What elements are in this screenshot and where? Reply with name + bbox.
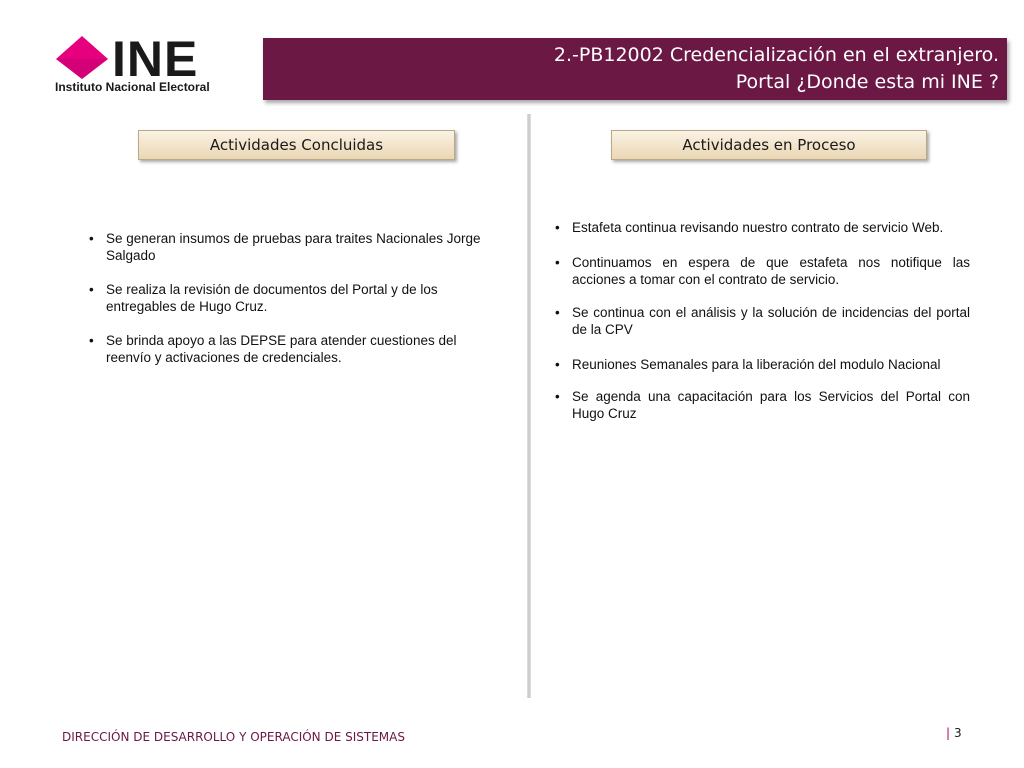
ine-logo — [52, 33, 242, 95]
list-item: • Se generan insumos de pruebas para traites Nacionales Jorge Salgado — [86, 230, 504, 264]
page-number: | 3 — [946, 726, 962, 740]
in-progress-activities-label: Actividades en Proceso — [611, 130, 927, 160]
page-number-value: 3 — [954, 726, 962, 740]
slide-title-banner — [263, 38, 1007, 100]
list-item: • Reuniones Semanales para la liberación del modulo Nacional — [552, 356, 970, 373]
in-progress-activities-list — [552, 219, 970, 422]
list-item: • Se continua con el análisis y la solución de incidencias del portal de la CPV — [552, 304, 970, 338]
list-item: • Se brinda apoyo a las DEPSE para atender cuestiones del reenvío y activaciones de credenciales. — [86, 332, 504, 366]
list-item: • Continuamos en espera de que estafeta nos notifique las acciones a tomar con el contrato de servicio. — [552, 254, 970, 288]
list-item: • Se realiza la revisión de documentos del Portal y de los entregables de Hugo Cruz. — [86, 281, 504, 315]
logo-subtitle: Instituto Nacional Electoral — [55, 80, 210, 94]
list-item: • Se agenda una capacitación para los Servicios del Portal con Hugo Cruz — [552, 388, 970, 422]
column-divider — [527, 114, 531, 698]
list-item: • Estafeta continua revisando nuestro contrato de servicio Web. — [552, 219, 970, 236]
slide-title-line2: Portal ¿Donde esta mi INE ? — [735, 71, 999, 93]
completed-activities-list — [86, 230, 504, 383]
completed-activities-label: Actividades Concluidas — [138, 130, 455, 160]
slide-title-line1: 2.-PB12002 Credencialización en el extranjero. — [553, 44, 999, 66]
footer-department: DIRECCIÓN DE DESARROLLO Y OPERACIÓN DE SISTEMAS — [62, 730, 405, 744]
ine-diamond-icon — [52, 33, 116, 81]
logo-wordmark: INE — [112, 31, 199, 87]
